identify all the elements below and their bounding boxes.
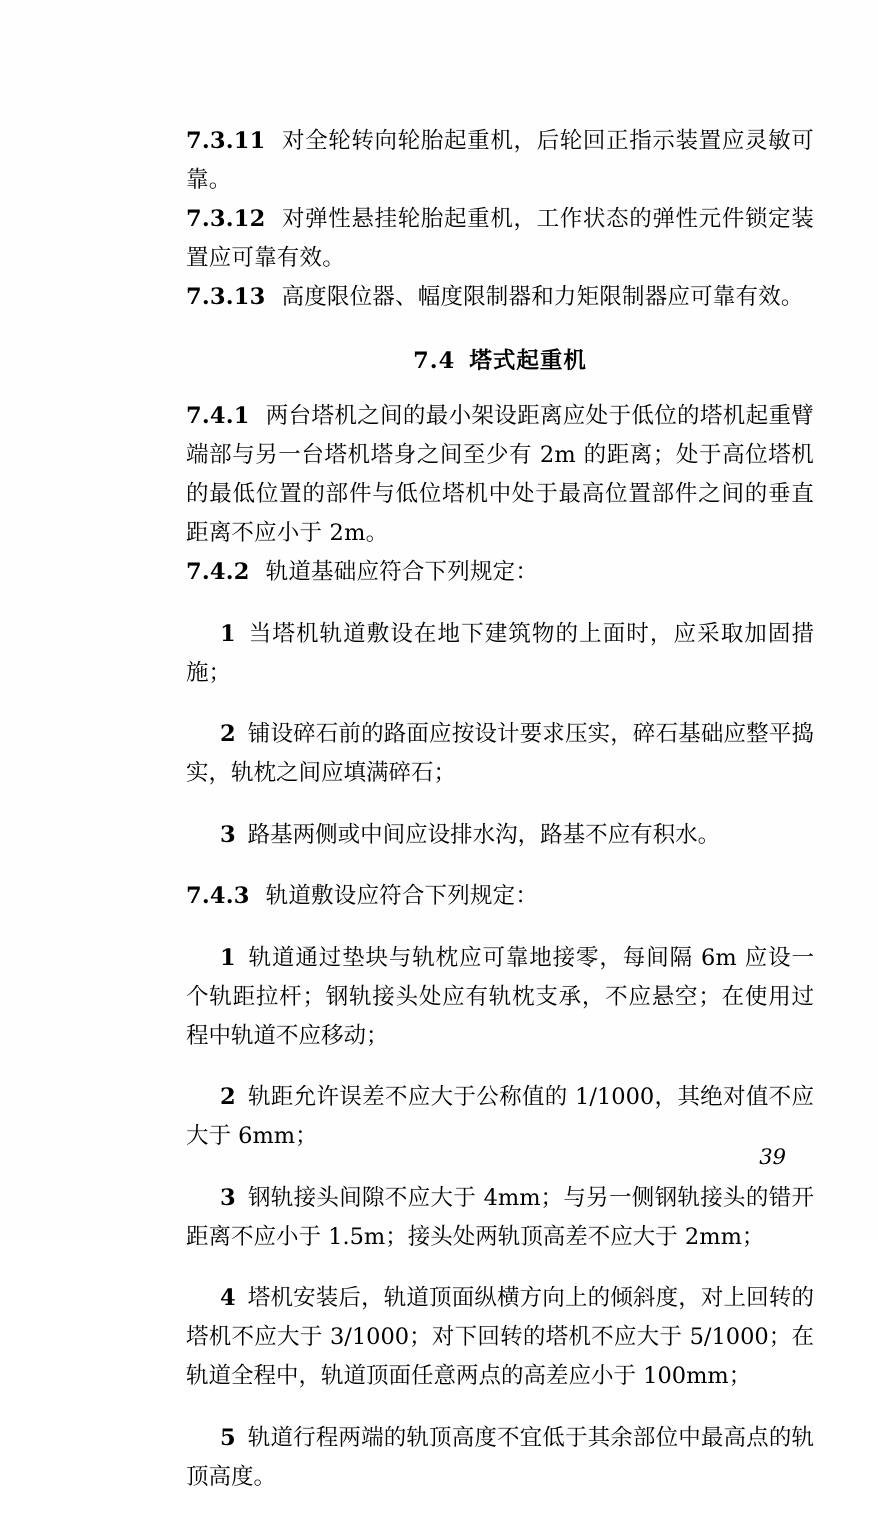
list-item [186,1279,814,1396]
item-number: 1 [220,620,236,647]
item-text: 轨道行程两端的轨顶高度不宜低于其余部位中最高点的轨顶高度。 [186,1424,814,1490]
clause-7-3-13 [186,278,814,317]
clause-7-3-11 [186,122,814,200]
clause-7-4-1 [186,397,814,553]
clause-text: 轨道基础应符合下列规定： [265,559,539,585]
clause-text: 高度限位器、幅度限制器和力矩限制器应可靠有效。 [281,284,804,310]
item-text: 塔机安装后，轨道顶面纵横方向上的倾斜度，对上回转的塔机不应大于 3/1000；对下回转的塔机不应大于 5/1000；在轨道全程中，轨道顶面任意两点的高差应小于 100mm； [186,1285,814,1389]
item-number: 2 [220,721,236,747]
clause-text: 对弹性悬挂轮胎起重机，工作状态的弹性元件锁定装置应可靠有效。 [186,206,814,271]
list-item [186,1078,814,1156]
section-title: 塔式起重机 [469,348,587,374]
clause-text: 轨道敷设应符合下列规定： [265,883,539,909]
clause-number: 7.4.3 [186,883,250,909]
item-number: 3 [220,1184,236,1211]
item-text: 当塔机轨道敷设在地下建筑物的上面时，应采取加固措施； [186,620,814,686]
clause-7-4-3 [186,877,814,916]
item-text: 路基两侧或中间应设排水沟，路基不应有积水。 [247,821,721,848]
clause-text: 对全轮转向轮胎起重机，后轮回正指示装置应灵敏可靠。 [186,128,814,193]
page-number: 39 [759,1145,786,1169]
item-number: 1 [220,944,236,971]
item-number: 3 [220,821,236,848]
section-heading-7-4 [186,343,814,375]
list-item [186,1179,814,1257]
clause-number: 7.3.13 [186,284,266,310]
item-text: 轨距允许误差不应大于公称值的 1/1000，其绝对值不应大于 6mm； [186,1084,814,1149]
item-text: 铺设碎石前的路面应按设计要求压实，碎石基础应整平捣实，轨枕之间应填满碎石； [186,721,814,786]
list-item [186,939,814,1056]
item-number: 5 [220,1424,236,1451]
list-item [186,1419,814,1497]
clause-7-4-2 [186,553,814,592]
list-item [186,816,814,855]
item-text: 钢轨接头间隙不应大于 4mm；与另一侧钢轨接头的错开距离不应小于 1.5m；接头处两轨顶高差不应大于 2mm； [186,1184,814,1250]
item-number: 2 [220,1084,236,1110]
section-number: 7.4 [413,348,456,374]
list-item [186,715,814,793]
page-body [186,122,814,1519]
clause-number: 7.4.1 [186,403,250,429]
item-text: 轨道通过垫块与轨枕应可靠地接零，每间隔 6m 应设一个轨距拉杆；钢轨接头处应有轨枕支承，不应悬空；在使用过程中轨道不应移动； [186,944,814,1049]
clause-text: 两台塔机之间的最小架设距离应处于低位的塔机起重臂端部与另一台塔机塔身之间至少有 2m 的距离；处于高位塔机的最低位置的部件与低位塔机中处于最高位置部件之间的垂直距离不应小于 2m。 [186,403,814,546]
list-item [186,615,814,693]
clause-7-3-12 [186,200,814,278]
item-number: 4 [220,1285,236,1311]
clause-number: 7.3.12 [186,206,266,232]
clause-number: 7.3.11 [186,128,266,154]
clause-number: 7.4.2 [186,559,250,585]
